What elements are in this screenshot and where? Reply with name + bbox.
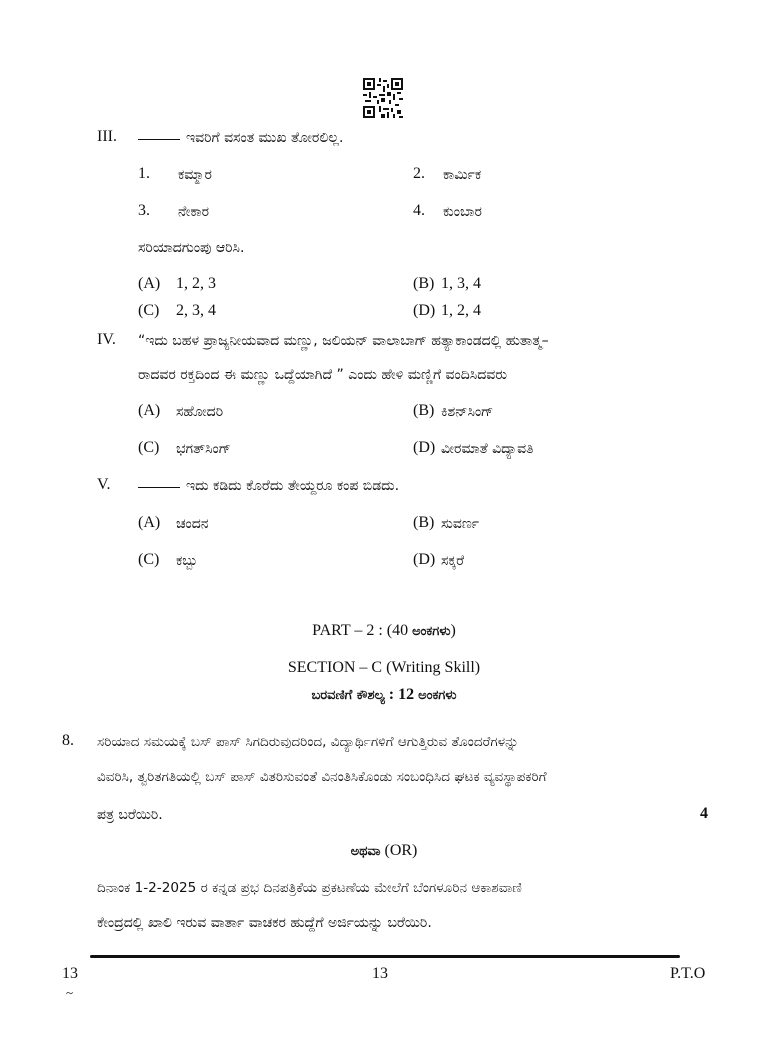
option-text: 1, 2, 4: [441, 302, 481, 319]
option-key: (A): [138, 402, 161, 419]
or-heading: [0, 842, 768, 860]
item-text: ಕುಂಬಾರ: [443, 204, 482, 220]
option-key: (D): [413, 302, 436, 319]
question-number: 8.: [62, 732, 74, 749]
pto-label: P.T.O: [670, 965, 706, 982]
question-text: ದಿನಾಂಕ 1-2-2025 ರ ಕನ್ನಡ ಪ್ರಭ ದಿನಪತ್ರಿಕೆಯ ಪ್ರಕಟಣೆಯ ಮೇಲೆಗೆ ಬೆಂಗಳೂರಿನ ಆಕಾಶವಾಣಿ: [97, 880, 522, 896]
option-key: (C): [138, 439, 160, 456]
question-text: [138, 130, 343, 146]
option-key: (A): [138, 514, 161, 531]
option-text: 2, 3, 4: [176, 302, 216, 319]
option-text: ಚಂದನ: [176, 516, 209, 532]
question-text: ಪತ್ರ ಬರೆಯಿರಿ.: [97, 807, 163, 823]
option-text: ಕಬ್ಬು: [176, 553, 198, 569]
question-text: ವಿವರಿಸಿ, ತ್ವರಿತಗತಿಯಲ್ಲಿ ಬಸ್ ಪಾಸ್ ವಿತರಿಸುವಂತೆ ವಿನಂತಿಸಿಕೊಂಡು ಸಂಬಂಧಿಸಿದ ಘಟಕ ವ್ಯವಸ್ಥಾಪಕರಿಗೆ: [97, 769, 547, 785]
page-number: 13: [372, 965, 388, 982]
footer-mark: ~: [66, 985, 74, 1000]
question-text: [138, 478, 399, 494]
item-text: ಕಾರ್ಮಿಕ: [443, 167, 482, 183]
answer-blank: [138, 139, 180, 140]
part-title: [0, 622, 768, 640]
option-key: (D): [413, 551, 436, 568]
option-key: (B): [413, 275, 435, 292]
option-key: (D): [413, 439, 436, 456]
marks-value: 4: [700, 805, 708, 822]
option-text: ಭಗತ್‌ಸಿಂಗ್: [176, 441, 231, 457]
item-number: 3.: [138, 202, 150, 219]
section-subtitle-kannada-2: ಅಂಕಗಳು: [418, 688, 457, 703]
question-stem: ಇದು ಕಡಿದು ಕೊರೆದು ತೇಯ್ದರೂ ಕಂಪ ಬಿಡದು.: [186, 478, 400, 494]
or-english: (OR): [380, 842, 418, 859]
section-subtitle-marks: : 12: [384, 686, 419, 703]
qr-code-image: [363, 78, 403, 118]
option-text: ಸಕ್ಕರೆ: [441, 553, 465, 569]
item-number: 4.: [413, 202, 425, 219]
option-key: (B): [413, 514, 435, 531]
instruction-text: ಸರಿಯಾದಗುಂಪು ಆರಿಸಿ.: [138, 240, 245, 256]
question-text: ರಾದವರ ರಕ್ತದಿಂದ ಈ ಮಣ್ಣು ಒದ್ದೆಯಾಗಿದೆ ” ಎಂದು ಹೇಳಿ ಮಣ್ಣಿಗೆ ವಂದಿಸಿದವರು: [138, 367, 508, 383]
option-text: ವೀರಮಾತೆ ವಿದ್ಯಾವತಿ: [441, 441, 534, 457]
option-key: (C): [138, 302, 160, 319]
option-key: (C): [138, 551, 160, 568]
option-text: ಸಹೋದರಿ: [176, 404, 224, 420]
page-code: 13: [62, 965, 78, 982]
option-text: ಕಿಶನ್‌ಸಿಂಗ್: [441, 404, 494, 420]
or-kannada: ಅಥವಾ: [350, 844, 381, 859]
question-number: V.: [97, 476, 111, 493]
question-text: “ಇದು ಬಹಳ ಪ್ರಾಜ್ಯನೀಯವಾದ ಮಣ್ಣು, ಜಲಿಯನ್ ವಾಲಾಬಾಗ್ ಹತ್ಯಾಕಾಂಡದಲ್ಲಿ ಹುತಾತ್ಮ–: [138, 333, 549, 349]
item-text: ನೇಕಾರ: [178, 204, 210, 220]
item-number: 2.: [413, 165, 425, 182]
footer-rule: [90, 955, 680, 958]
part-title-prefix: PART – 2 : (40: [312, 622, 413, 639]
section-title: SECTION – C (Writing Skill): [287, 659, 481, 676]
option-text: 1, 2, 3: [176, 275, 216, 292]
question-text: ಕೇಂದ್ರದಲ್ಲಿ ಖಾಲಿ ಇರುವ ವಾರ್ತಾ ವಾಚಕರ ಹುದ್ದೆಗೆ ಅರ್ಜಿಯನ್ನು ಬರೆಯಿರಿ.: [97, 915, 432, 931]
part-title-kannada: ಅಂಕಗಳು: [412, 624, 451, 639]
option-text: 1, 3, 4: [441, 275, 481, 292]
answer-blank: [138, 487, 180, 488]
option-key: (A): [138, 275, 161, 292]
part-title-suffix: ): [450, 622, 456, 639]
section-subtitle: [0, 686, 768, 704]
section-subtitle-kannada: ಬರವಣಿಗೆ ಕೌಶಲ್ಯ: [311, 688, 385, 703]
item-number: 1.: [138, 165, 150, 182]
item-text: ಕಮ್ಮಾರ: [178, 167, 212, 183]
question-stem: ಇವರಿಗೆ ವಸಂತ ಮುಖ ತೋರಲಿಲ್ಲ.: [186, 130, 344, 146]
option-text: ಸುವರ್ಣ: [441, 516, 480, 532]
question-number: IV.: [97, 331, 116, 348]
question-text: ಸರಿಯಾದ ಸಮಯಕ್ಕೆ ಬಸ್ ಪಾಸ್ ಸಿಗದಿರುವುದರಿಂದ, ವಿದ್ಯಾರ್ಥಿಗಳಿಗೆ ಆಗುತ್ತಿರುವ ತೊಂದರೆಗಳನ್ನು: [97, 734, 519, 750]
question-number: III.: [97, 128, 117, 145]
option-key: (B): [413, 402, 435, 419]
